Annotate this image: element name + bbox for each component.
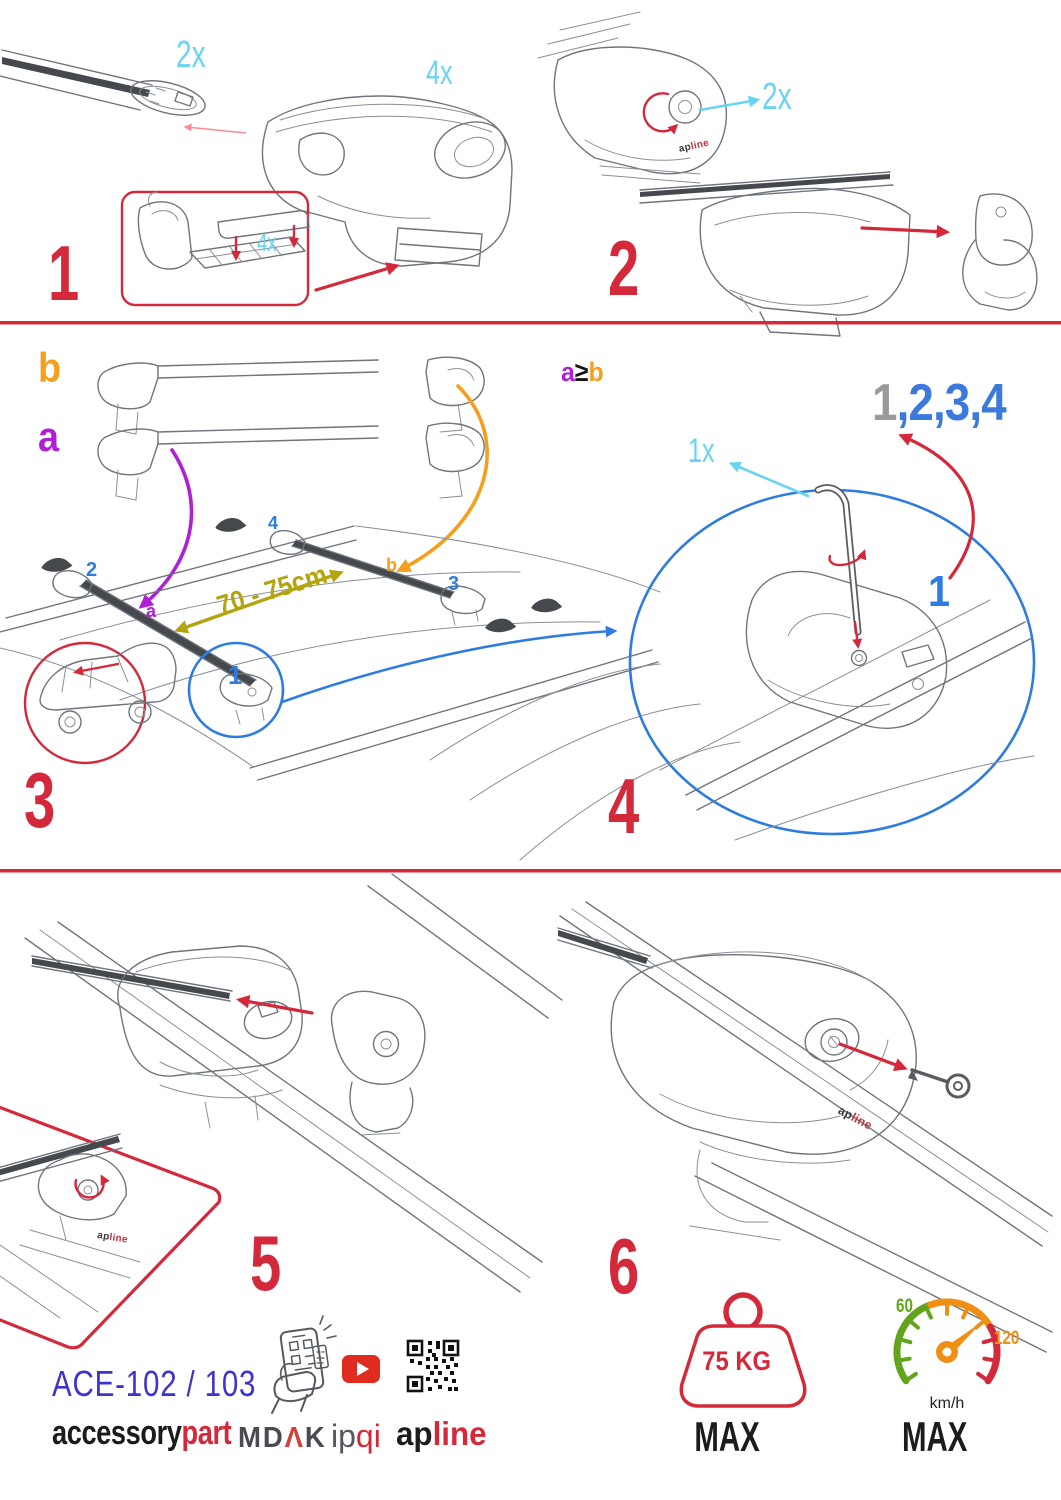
apline-ap: ap	[396, 1415, 433, 1452]
max-weight-value: 75 KG	[702, 1346, 771, 1376]
sequence-arrow	[902, 436, 973, 578]
apline-logo-ap: ap	[96, 1230, 111, 1243]
lock-quantity-label: 2x	[762, 76, 792, 118]
foot-with-lock-illustration	[538, 12, 726, 183]
bar-a-label: a	[38, 413, 60, 460]
foot-illustration-step1	[263, 96, 513, 266]
rule-b: b	[588, 357, 604, 387]
step-5-number: 5	[250, 1219, 282, 1307]
mdak-k: K	[304, 1422, 327, 1454]
mdak-md: MD	[238, 1422, 285, 1454]
section-divider-bottom	[0, 869, 1061, 873]
roof-position-a: a	[146, 601, 157, 621]
ipqi-ip: ip	[331, 1418, 356, 1454]
span-dimension-label: 70 - 75cm	[213, 558, 331, 621]
roof-position-2: 2	[86, 559, 98, 581]
apline-logo-ap: ap	[677, 141, 693, 155]
accessorypart-logo	[52, 1416, 231, 1450]
pad-to-foot-arrow	[316, 266, 396, 290]
ipqi-qi: qi	[355, 1418, 381, 1454]
pad-inset-box	[122, 192, 309, 305]
bar-into-foot-illustration	[640, 172, 1037, 336]
insert-bar-arrow	[186, 127, 246, 133]
max-weight-label: MAX	[694, 1413, 760, 1460]
tighten-sequence-label	[872, 374, 1006, 432]
speed-unit-label: km/h	[929, 1395, 965, 1412]
section-divider-top	[0, 321, 1061, 325]
step-2-number: 2	[608, 224, 640, 312]
bar-a-position-arrow	[142, 450, 192, 606]
accessorypart-red: part	[181, 1414, 232, 1452]
rule-a: a	[561, 357, 575, 387]
foot-quantity-label: 4x	[426, 54, 453, 92]
tool-quantity-label: 1x	[688, 432, 715, 470]
ipqi-logo	[331, 1420, 381, 1452]
apline-logo-line: line	[689, 137, 711, 153]
roof-position-b: b	[386, 555, 397, 575]
roof-position-3: 3	[448, 573, 460, 595]
step-4-number: 4	[608, 762, 640, 850]
sequence-first: 1	[872, 374, 897, 432]
lock-qty-arrow	[700, 100, 757, 110]
sequence-rest: ,2,3,4	[896, 374, 1006, 432]
tighten-detail-illustration	[630, 488, 1034, 840]
sequence-position-1: 1	[928, 567, 951, 616]
pad-quantity-label: 4x	[257, 229, 277, 257]
apline-logo-line: line	[848, 1109, 875, 1133]
step-1-number: 1	[48, 229, 80, 317]
key-icon	[908, 1070, 969, 1097]
bar-b-position-arrow	[400, 386, 487, 570]
bar-b-illustration	[98, 357, 484, 434]
detail-circle	[189, 643, 283, 737]
mdak-logo	[238, 1424, 327, 1453]
product-code: ACE-102 / 103	[52, 1363, 257, 1404]
step-6-number: 6	[608, 1222, 640, 1310]
step-3-number: 3	[24, 756, 56, 844]
max-speed-label: MAX	[902, 1413, 968, 1460]
lock-turn-inset	[0, 1096, 220, 1348]
apline-logo-line: line	[108, 1231, 129, 1246]
rule-operator: ≥	[574, 357, 589, 387]
bar-b-label: b	[38, 344, 62, 391]
apline-line: line	[432, 1415, 487, 1452]
bar-quantity-label: 2x	[176, 34, 206, 76]
youtube-icon	[342, 1355, 380, 1383]
length-rule-label	[561, 359, 604, 386]
speed-high-label: 120	[994, 1328, 1020, 1349]
bar-a-illustration	[98, 423, 484, 500]
qr-code-icon	[408, 1341, 458, 1391]
tool-qty-arrow	[732, 464, 808, 496]
apline-logo-footer	[396, 1417, 487, 1450]
speed-low-label: 60	[896, 1296, 913, 1317]
mdak-lambda: Λ	[284, 1422, 305, 1454]
accessorypart-black: accessory	[52, 1414, 182, 1452]
roof-position-4: 4	[268, 513, 279, 533]
apline-logo-ap: ap	[835, 1103, 856, 1123]
roof-position-1: 1	[228, 660, 243, 690]
scan-phone-icon	[272, 1316, 336, 1413]
detail-link-arrow	[282, 631, 614, 702]
